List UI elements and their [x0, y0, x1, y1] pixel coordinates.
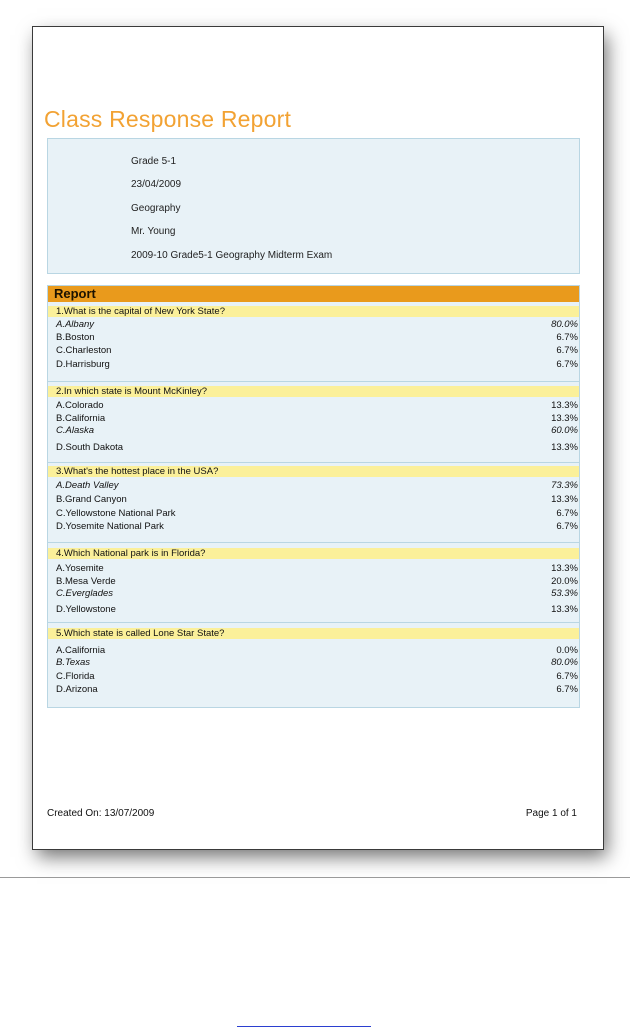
- class-info-panel: [47, 138, 580, 274]
- answer-percent: 6.7%: [556, 345, 578, 356]
- answer-label: D.Yosemite National Park: [56, 521, 164, 532]
- answer-row: [56, 588, 578, 600]
- answer-label: B.California: [56, 413, 106, 424]
- answer-label: A.Albany: [56, 319, 95, 330]
- answer-row: [56, 480, 578, 492]
- answer-label: C.Everglades: [56, 588, 114, 599]
- answer-label: B.Boston: [56, 332, 95, 343]
- answer-percent: 6.7%: [556, 508, 578, 519]
- link-underline[interactable]: [237, 1026, 371, 1027]
- answer-label: C.Alaska: [56, 425, 95, 436]
- answer-percent: 6.7%: [556, 332, 578, 343]
- answer-percent: 13.3%: [551, 400, 578, 411]
- answer-percent: 13.3%: [551, 442, 578, 453]
- answer-label: A.Colorado: [56, 400, 104, 411]
- answer-label: A.Yosemite: [56, 563, 104, 574]
- answer-label: C.Florida: [56, 671, 95, 682]
- answer-percent: 20.0%: [551, 576, 578, 587]
- section-divider: [48, 381, 579, 382]
- answer-label: D.Yellowstone: [56, 604, 116, 615]
- answer-percent: 13.3%: [551, 413, 578, 424]
- report-header: Report: [48, 286, 579, 302]
- answer-row: [56, 508, 578, 520]
- answer-percent: 6.7%: [556, 521, 578, 532]
- info-value: Geography: [131, 203, 181, 214]
- answer-row: [56, 400, 578, 412]
- answer-percent: 13.3%: [551, 563, 578, 574]
- answer-row: [56, 645, 578, 657]
- answer-percent: 80.0%: [551, 657, 578, 668]
- info-value: 23/04/2009: [131, 179, 182, 190]
- answer-row: [56, 671, 578, 683]
- answer-label: A.Death Valley: [56, 480, 119, 491]
- answer-percent: 80.0%: [551, 319, 578, 330]
- created-on-text: Created On: 13/07/2009: [47, 808, 155, 819]
- page-number: Page 1 of 1: [525, 808, 577, 819]
- answer-label: C.Yellowstone National Park: [56, 508, 176, 519]
- answer-label: D.Arizona: [56, 684, 98, 695]
- answer-percent: 60.0%: [551, 425, 578, 436]
- page-separator: [0, 877, 630, 878]
- answer-percent: 73.3%: [551, 480, 578, 491]
- answer-percent: 13.3%: [551, 494, 578, 505]
- answer-row: [56, 657, 578, 669]
- answer-label: A.California: [56, 645, 106, 656]
- answer-percent: 0.0%: [556, 645, 578, 656]
- answer-row: [56, 604, 578, 616]
- answer-percent: 6.7%: [556, 671, 578, 682]
- info-value: 2009-10 Grade5-1 Geography Midterm Exam: [131, 250, 333, 261]
- answer-percent: 6.7%: [556, 684, 578, 695]
- question-header: 5.Which state is called Lone Star State?: [48, 628, 579, 639]
- question-header: 4.Which National park is in Florida?: [48, 548, 579, 559]
- section-divider: [48, 542, 579, 543]
- report-panel: [47, 285, 580, 708]
- answer-row: [56, 332, 578, 344]
- answer-label: C.Charleston: [56, 345, 112, 356]
- section-divider: [48, 462, 579, 463]
- answer-label: B.Mesa Verde: [56, 576, 116, 587]
- answer-row: [56, 359, 578, 371]
- answer-label: B.Grand Canyon: [56, 494, 127, 505]
- section-divider: [48, 622, 579, 623]
- answer-row: [56, 319, 578, 331]
- answer-row: [56, 494, 578, 506]
- answer-label: D.Harrisburg: [56, 359, 110, 370]
- question-header: 1.What is the capital of New York State?: [48, 306, 579, 317]
- answer-percent: 6.7%: [556, 359, 578, 370]
- answer-percent: 13.3%: [551, 604, 578, 615]
- answer-row: [56, 425, 578, 437]
- answer-row: [56, 521, 578, 533]
- answer-row: [56, 684, 578, 696]
- answer-label: B.Texas: [56, 657, 90, 668]
- question-header: 2.In which state is Mount McKinley?: [48, 386, 579, 397]
- answer-row: [56, 576, 578, 588]
- answer-row: [56, 413, 578, 425]
- answer-row: [56, 345, 578, 357]
- answer-row: [56, 563, 578, 575]
- question-header: 3.What's the hottest place in the USA?: [48, 466, 579, 477]
- info-value: Grade 5-1: [131, 156, 177, 167]
- answer-percent: 53.3%: [551, 588, 578, 599]
- answer-label: D.South Dakota: [56, 442, 124, 453]
- report-title: Class Response Report: [44, 106, 292, 132]
- answer-row: [56, 442, 578, 454]
- info-value: Mr. Young: [131, 226, 176, 237]
